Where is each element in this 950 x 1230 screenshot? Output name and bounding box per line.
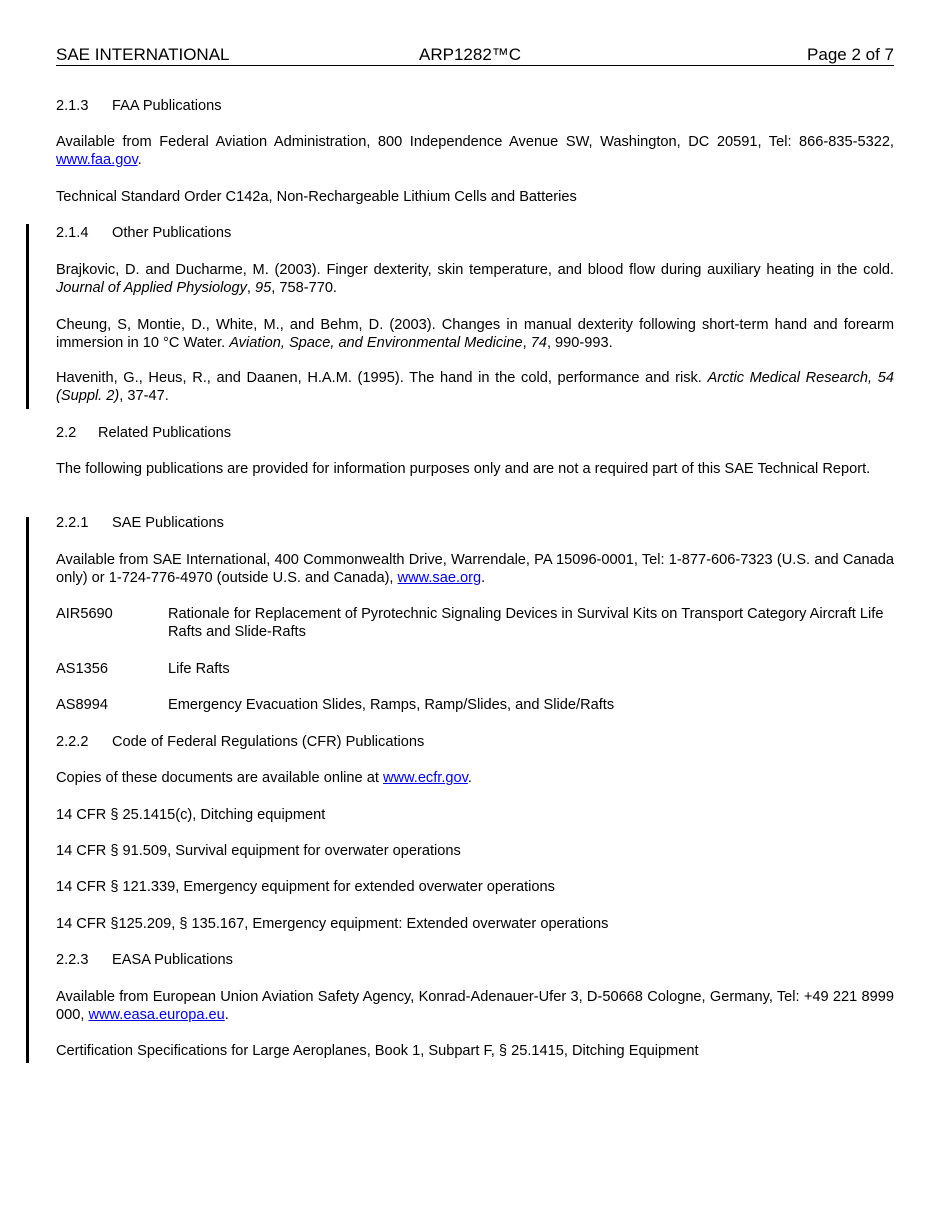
- availability-paragraph: Available from European Union Aviation Safety Agency, Konrad-Adenauer-Ufer 3, D-50668 Cologne, Germany, Tel: +49 221 8999 000, www.easa.europa.eu.: [56, 989, 894, 1023]
- list-item: 14 CFR § 25.1415(c), Ditching equipment: [56, 807, 326, 823]
- section-heading: [56, 98, 894, 116]
- section-heading: [56, 515, 894, 533]
- document-title: Life Rafts: [168, 661, 230, 677]
- header-page-number: Page 2 of 7: [807, 45, 894, 64]
- section-number: 2.2.2: [56, 734, 89, 750]
- section-title: Code of Federal Regulations (CFR) Publications: [112, 734, 425, 750]
- reference-authors: Cheung, S, Montie, D., White, M., and Behm, D. (2003). Changes in manual dexterity following short-term hand and forearm immersion in 10 °C Water.: [56, 317, 894, 351]
- header-doc-number: ARP1282™C: [419, 45, 522, 64]
- list-item: Certification Specifications for Large Aeroplanes, Book 1, Subpart F, § 25.1415, Ditching Equipment: [56, 1043, 699, 1059]
- document-title: Emergency Evacuation Slides, Ramps, Ramp/Slides, and Slide/Rafts: [168, 697, 615, 713]
- change-bar: [26, 517, 29, 1063]
- reference-authors: Havenith, G., Heus, R., and Daanen, H.A.M. (1995). The hand in the cold, performance and risk.: [56, 370, 702, 386]
- sae-link[interactable]: www.sae.org: [397, 569, 482, 586]
- document-title: Rationale for Replacement of Pyrotechnic Signaling Devices in Survival Kits on Transport Category Aircraft Life Rafts and Slide-Rafts: [168, 606, 884, 640]
- document-code: AIR5690: [56, 606, 113, 622]
- section-title: EASA Publications: [112, 952, 233, 968]
- section-heading: [56, 734, 894, 752]
- reference-pages: , 37-47.: [119, 387, 169, 404]
- document-code: AS8994: [56, 697, 108, 713]
- list-item: 14 CFR §125.209, § 135.167, Emergency equipment: Extended overwater operations: [56, 916, 609, 932]
- availability-text: Available from SAE International, 400 Commonwealth Drive, Warrendale, PA 15096-0001, Tel: 1-877-606-7323 (U.S. and Canada only) or 1-724-776-4970 (outside U.S. and Canada),: [56, 552, 894, 586]
- header-org: SAE INTERNATIONAL: [56, 45, 230, 64]
- section-heading: [56, 425, 894, 443]
- reference-journal: Arctic Medical Research, 54 (Suppl. 2): [56, 370, 894, 404]
- section-title: Related Publications: [98, 425, 232, 441]
- reference-entry: Cheung, S, Montie, D., White, M., and Behm, D. (2003). Changes in manual dexterity following short-term hand and forearm immersion in 10 °C Water. Aviation, Space, and Environmental Medicine, 74, 990-993.: [56, 317, 894, 351]
- reference-journal: Aviation, Space, and Environmental Medicine: [229, 334, 523, 351]
- section-heading: [56, 225, 894, 243]
- reference-entry: Brajkovic, D. and Ducharme, M. (2003). Finger dexterity, skin temperature, and blood flow during auxiliary heating in the cold. Journal of Applied Physiology, 95, 758-770.: [56, 262, 894, 296]
- availability-paragraph: Available from Federal Aviation Administration, 800 Independence Avenue SW, Washington, DC 20591, Tel: 866-835-5322, www.faa.gov.: [56, 134, 894, 168]
- section-heading: [56, 952, 894, 970]
- availability-paragraph: Copies of these documents are available online at www.ecfr.gov.: [56, 770, 472, 786]
- availability-paragraph: Available from SAE International, 400 Commonwealth Drive, Warrendale, PA 15096-0001, Tel: 1-877-606-7323 (U.S. and Canada only) or 1-724-776-4970 (outside U.S. and Canada), www.sae.org.: [56, 552, 894, 586]
- section-number: 2.1.3: [56, 98, 89, 114]
- reference-volume: 95: [255, 279, 272, 296]
- section-title: FAA Publications: [112, 98, 222, 114]
- reference-authors: Brajkovic, D. and Ducharme, M. (2003). Finger dexterity, skin temperature, and blood flow during auxiliary heating in the cold.: [56, 262, 894, 278]
- document-code: AS1356: [56, 661, 108, 677]
- change-bar: [26, 224, 29, 409]
- reference-journal: Journal of Applied Physiology: [56, 279, 247, 296]
- section-paragraph: The following publications are provided for information purposes only and are not a required part of this SAE Technical Report.: [56, 461, 871, 477]
- availability-text: Copies of these documents are available online at: [56, 770, 379, 786]
- faa-link[interactable]: www.faa.gov: [56, 151, 138, 168]
- section-number: 2.2.1: [56, 515, 89, 531]
- section-title: Other Publications: [112, 225, 232, 241]
- list-item: 14 CFR § 91.509, Survival equipment for overwater operations: [56, 843, 461, 859]
- section-number: 2.2.3: [56, 952, 89, 968]
- easa-link[interactable]: www.easa.europa.eu: [88, 1006, 225, 1023]
- list-item: Technical Standard Order C142a, Non-Rechargeable Lithium Cells and Batteries: [56, 189, 577, 205]
- availability-text: Available from European Union Aviation Safety Agency, Konrad-Adenauer-Ufer 3, D-50668 Cologne, Germany, Tel: +49 221 8999 000,: [56, 989, 894, 1023]
- page-header: [56, 44, 894, 66]
- reference-entry: [56, 370, 894, 405]
- section-number: 2.2: [56, 425, 77, 441]
- section-number: 2.1.4: [56, 225, 89, 241]
- availability-text: Available from Federal Aviation Administration, 800 Independence Avenue SW, Washington, DC 20591, Tel: 866-835-5322,: [56, 134, 894, 150]
- list-item: 14 CFR § 121.339, Emergency equipment for extended overwater operations: [56, 879, 555, 895]
- reference-volume: 74: [530, 334, 547, 351]
- reference-pages: , 758-770.: [271, 279, 337, 296]
- reference-pages: , 990-993.: [546, 334, 613, 351]
- ecfr-link[interactable]: www.ecfr.gov: [382, 770, 468, 786]
- section-title: SAE Publications: [112, 515, 224, 531]
